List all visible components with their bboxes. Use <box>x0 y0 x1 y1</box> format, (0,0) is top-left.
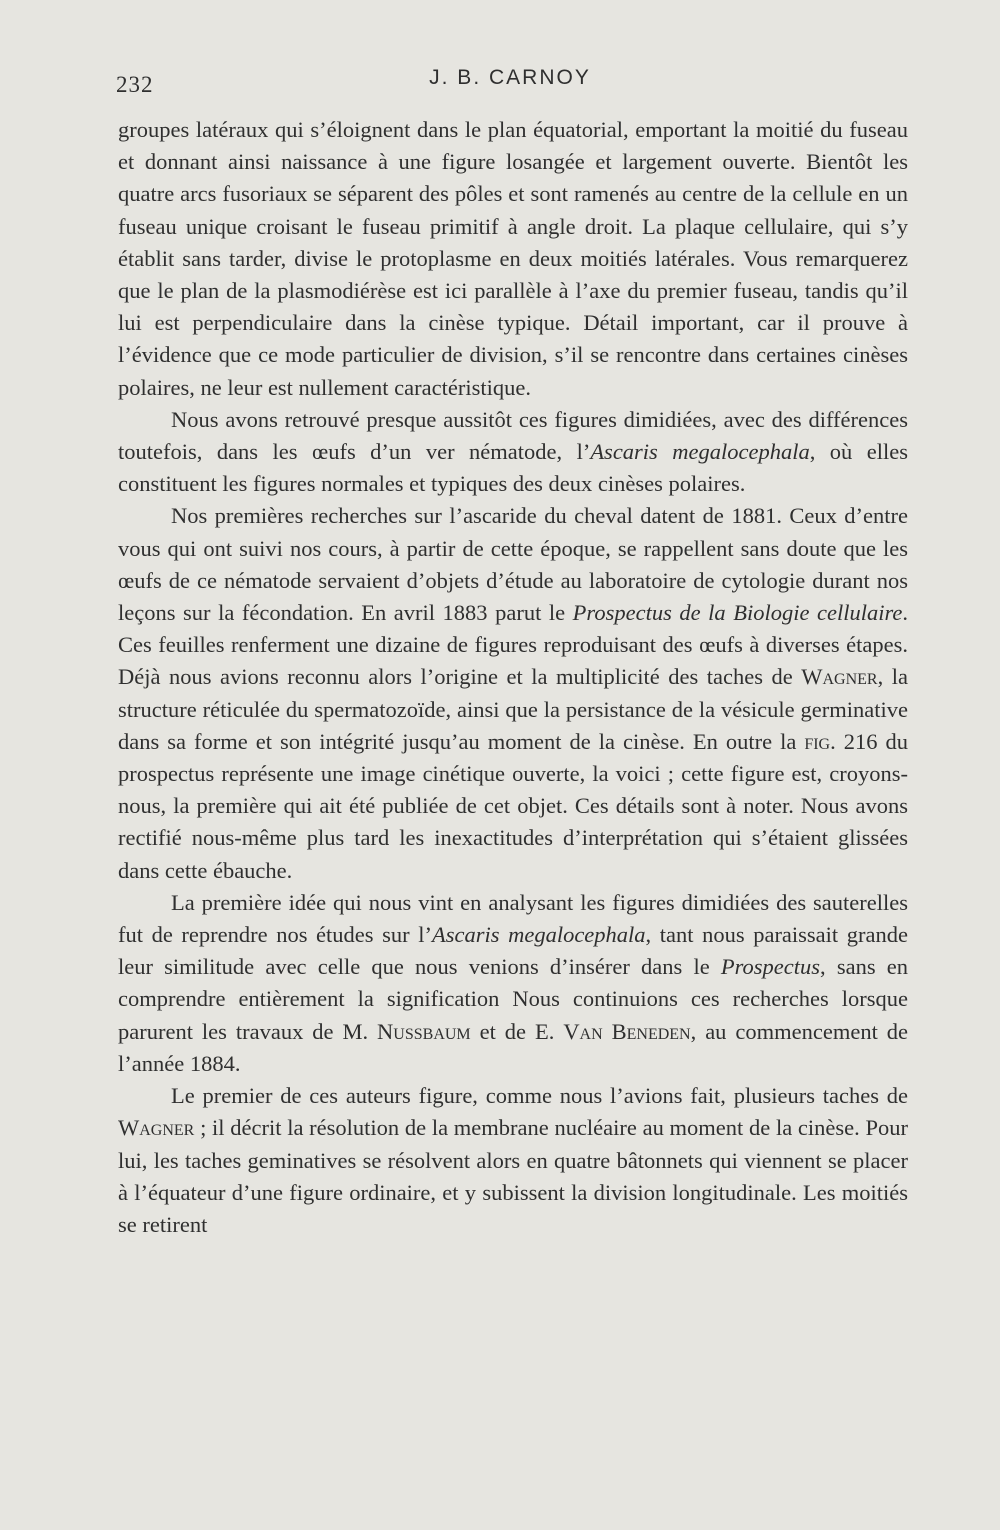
body-text <box>118 114 908 1241</box>
running-head: J. B. CARNOY <box>429 66 591 89</box>
italic-text: Prospectus <box>720 954 821 980</box>
small-caps-text: Nussbaum <box>377 1018 471 1044</box>
text-run: groupes latéraux qui s’éloignent dans le plan équatorial, emportant la moitié du fuseau et donnant ainsi naissance à une figure losangée et largement ouverte. Bientôt les quatre arcs fusoriaux se séparent des pôles et sont ramenés au centre de la cellule en un fuseau unique croisant le fuseau primitif à angle droit. La plaque cellulaire, qui s’y établit sans tarder, divise le protoplasme en deux moitiés latérales. Vous remarquerez que le plan de la plasmodiérèse est ici parallèle à l’axe du premier fuseau, tandis qu’il lui est perpendiculaire dans la cinèse typique. Détail important, car il prouve à l’évidence que ce mode particulier de division, s’il se rencontre dans certaines cinèses polaires, ne leur est nullement caractéristique. <box>118 117 908 400</box>
italic-text: Ascaris megalocephala <box>590 439 810 465</box>
text-run: . Ces feuilles renferment une dizaine de figures reproduisant des œufs à diverses étapes. Déjà nous avions reconnu alors l’origine et la multiplicité des taches de <box>118 600 908 690</box>
page-number: 232 <box>116 72 154 97</box>
text-run: Le premier de ces auteurs figure, comme nous l’avions fait, plusieurs taches de <box>171 1083 908 1109</box>
text-run: , sans en comprendre entièrement la signification Nous continuions ces recherches lorsque parurent les travaux de M. <box>118 954 908 1044</box>
text-run: , tant nous paraissait grande leur similitude avec celle que nous venions d’insérer dans le <box>118 922 908 980</box>
small-caps-text: Van Beneden <box>563 1018 691 1044</box>
italic-text: Ascaris megalocephala <box>431 922 646 948</box>
text-run: La première idée qui nous vint en analysant les figures dimidiées des sauterelles fut de reprendre nos études sur l’ <box>118 889 908 948</box>
paragraph <box>118 404 908 501</box>
small-caps-text: Wagner <box>801 664 878 690</box>
text-run: ; il décrit la résolution de la membrane nucléaire au moment de la cinèse. Pour lui, les taches geminatives se résolvent alors en quatre bâtonnets qui viennent se placer à l’équateur d’une figure ordinaire, et y subissent la division longitudinale. Les moitiés se retirent <box>118 1115 908 1237</box>
paragraph <box>118 114 908 404</box>
paragraph <box>118 887 908 1080</box>
text-run: et de E. <box>470 1018 564 1044</box>
text-run: , la structure réticulée du spermatozoïde, ainsi que la persistance de la vésicule germinative dans sa forme et son intégrité jusqu’au moment de la cinèse. En outre la <box>118 664 908 754</box>
paragraph <box>118 1080 908 1241</box>
text-run: , où elles constituent les figures normales et typiques des deux cinèses polaires. <box>118 439 908 497</box>
text-run: Nous avons retrouvé presque aussitôt ces figures dimidiées, avec des différences toutefois, dans les œufs d’un ver nématode, l’ <box>118 406 908 465</box>
paragraph <box>118 500 908 886</box>
text-run: 216 du prospectus représente une image cinétique ouverte, la voici ; cette figure est, croyons-nous, la première qui ait été publiée de cet objet. Ces détails sont à noter. Nous avons rectifié nous-même plus tard les inexactitudes d’interprétation qui s’étaient glissées dans cette ébauche. <box>118 728 909 883</box>
text-run: , au commencement de l’année 1884. <box>118 1018 909 1076</box>
italic-text: Prospectus de la Biologie cellulaire <box>572 600 903 626</box>
text-run: Nos premières recherches sur l’ascaride du cheval datent de 1881. Ceux d’entre vous qui ont suivi nos cours, à partir de cette époque, se rappellent sans doute que les œufs de ce nématode servaient d’objets d’étude au laboratoire de cytologie durant nos leçons sur la fécondation. En avril 1883 parut le <box>118 503 908 626</box>
small-caps-text: Wagner <box>118 1115 195 1141</box>
small-caps-text: fig. <box>804 728 836 754</box>
